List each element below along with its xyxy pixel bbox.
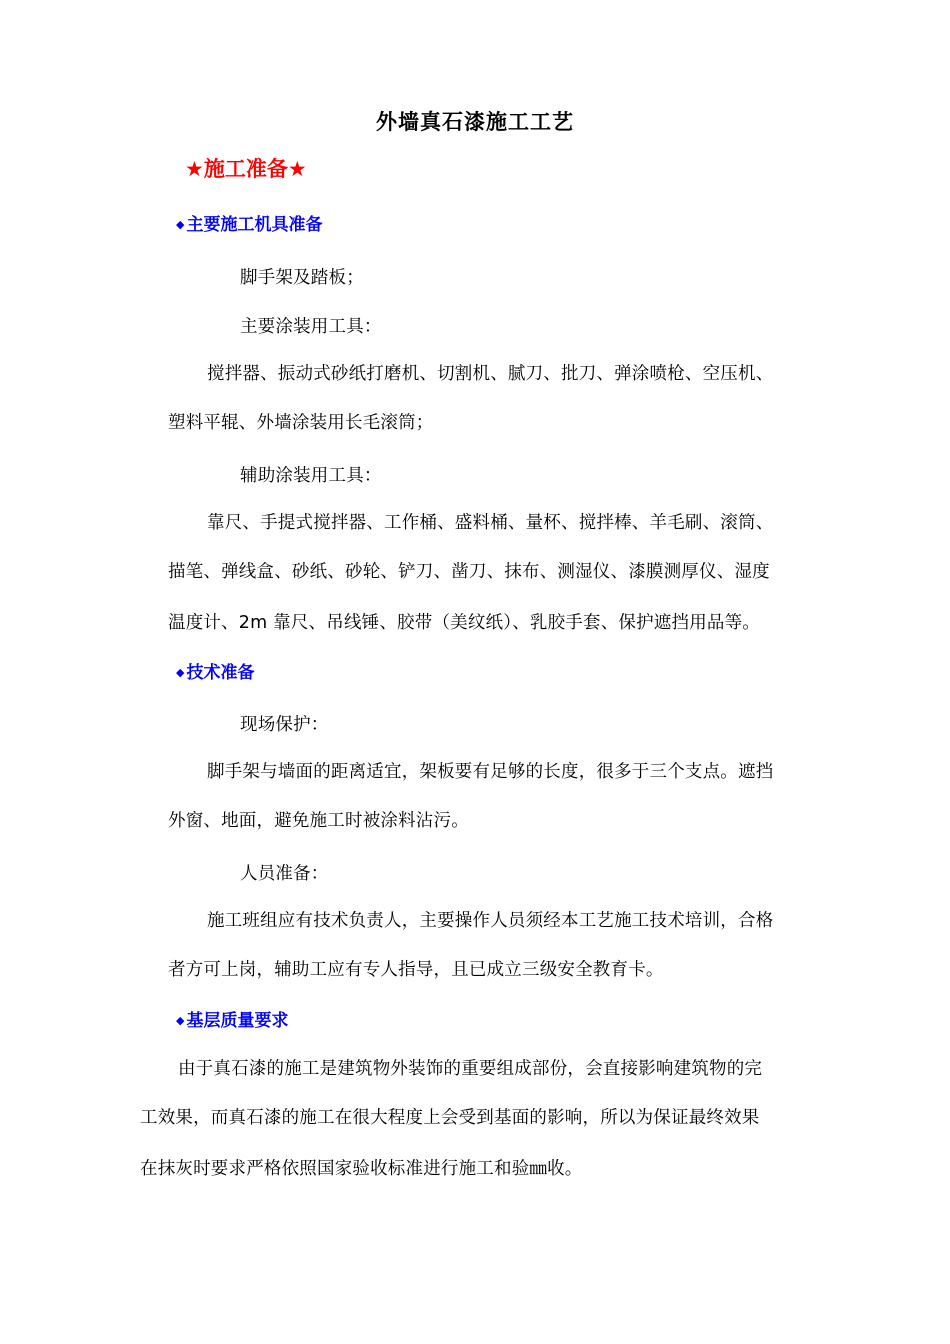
subheading-base-quality-label: 基层质量要求 (186, 1011, 289, 1031)
paragraph-staff-line: 施工班组应有技术负责人，主要操作人员须经本工艺施工技术培训，合格 (207, 911, 774, 931)
diamond-bullet-icon: ◆ (176, 666, 185, 679)
section-heading-construction-prep: ★施工准备★ (185, 157, 307, 181)
document-title: 外墙真石漆施工工艺 (376, 109, 574, 134)
label-aux-tools: 辅助涂装用工具： (240, 466, 382, 486)
paragraph-base-line: 由于真石漆的施工是建筑物外装饰的重要组成部份，会直接影响建筑物的完 (178, 1059, 763, 1079)
label-site-protection: 现场保护： (240, 715, 329, 735)
paragraph-main-tools-line: 搅拌器、振动式砂纸打磨机、切割机、腻刀、批刀、弹涂喷枪、空压机、 (207, 364, 774, 384)
paragraph-base-line: 工效果，而真石漆的施工在很大程度上会受到基面的影响，所以为保证最终效果 (140, 1108, 760, 1128)
subheading-tech (176, 658, 254, 683)
diamond-bullet-icon: ◆ (176, 218, 185, 231)
subheading-base-quality (176, 1006, 288, 1031)
subheading-tools (176, 210, 322, 235)
label-main-tools: 主要涂装用工具： (240, 317, 382, 337)
paragraph-scaffold: 脚手架及踏板； (240, 268, 364, 288)
diamond-bullet-icon: ◆ (176, 1014, 185, 1027)
paragraph-site-line: 外窗、地面，避免施工时被涂料沾污。 (168, 811, 469, 831)
paragraph-aux-tools-line: 靠尺、手提式搅拌器、工作桶、盛料桶、量杯、搅拌棒、羊毛刷、滚筒、 (207, 513, 774, 533)
paragraph-base-line: 在抹灰时要求严格依照国家验收标准进行施工和验㎜收。 (140, 1159, 583, 1179)
paragraph-aux-tools-line: 描笔、弹线盒、砂纸、砂轮、铲刀、凿刀、抹布、测湿仪、漆膜测厚仪、湿度 (168, 562, 770, 582)
paragraph-aux-tools-line: 温度计、2m 靠尺、吊线锤、胶带（美纹纸）、乳胶手套、保护遮挡用品等。 (168, 613, 760, 633)
paragraph-main-tools-line: 塑料平辊、外墙涂装用长毛滚筒； (168, 413, 434, 433)
paragraph-site-line: 脚手架与墙面的距离适宜，架板要有足够的长度，很多于三个支点。遮挡 (207, 762, 774, 782)
paragraph-staff-line: 者方可上岗，辅助工应有专人指导，且已成立三级安全教育卡。 (168, 960, 664, 980)
label-staff-prep: 人员准备： (240, 864, 329, 884)
subheading-tech-label: 技术准备 (186, 663, 255, 683)
subheading-tools-label: 主要施工机具准备 (186, 215, 323, 235)
